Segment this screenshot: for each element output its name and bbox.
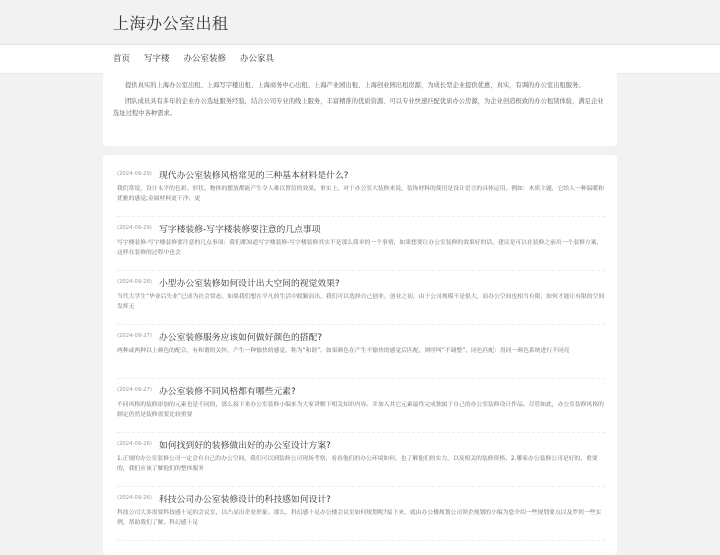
article-date: (2024-09-26)	[117, 495, 152, 501]
article-excerpt: 当代大学生“毕业后失业”已成为社会常态，如果我们想在平凡的生活中脱颖而出，我们可以选择自己创业。创业之初，由于公司规模不是很大，而办公空间也相当有限，如何才能让有限的空间发挥无	[117, 294, 605, 310]
nav-item-home[interactable]: 首页	[113, 54, 131, 64]
main-nav	[0, 45, 720, 74]
site-title[interactable]: 上海办公室出租	[113, 14, 229, 33]
nav-item-office-decoration[interactable]: 办公室装修	[183, 54, 227, 64]
article-date: (2024-09-29)	[117, 171, 152, 177]
article-item	[117, 271, 605, 325]
article-title-link[interactable]: 如何找到好的装修做出好的办公室设计方案?	[159, 441, 331, 451]
article-date: (2024-09-27)	[117, 333, 152, 339]
article-title-link[interactable]: 科技公司办公室装修设计的科技感如何设计?	[159, 495, 331, 505]
article-excerpt: 不同风格的装修添加的元素也是不同的，那么接下来办公室装修小编来为大家讲解下相关知识内容。并加入其它元素最终完成独属于自己的办公室装修设计作品。尽管如此，办公室装修风格的制定仍然是装修需要比较重要	[117, 402, 604, 418]
article-item	[117, 325, 605, 379]
article-title-link[interactable]: 办公室装修服务应该如何做好颜色的搭配?	[159, 333, 323, 343]
article-excerpt: 1.正规的办公室装修公司一定会有自己的办公空间，我们可以到装修公司现场考察，看看他们的办公环境如何，也了解他们的实力，以及相关的装修资格。2.哪家办公装修公司是好的、重要的，我们应该了解他们的整体服务	[117, 456, 598, 472]
article-item	[117, 163, 605, 217]
nav-item-office-furniture[interactable]: 办公家具	[240, 54, 275, 64]
article-date: (2024-09-28)	[117, 279, 152, 285]
article-title-link[interactable]: 现代办公室装修风格常见的三种基本材料是什么?	[159, 171, 349, 181]
article-item	[117, 217, 605, 271]
article-excerpt: 科技公司大多需要科技感十足的会议室，以凸显出企业形象。那么，科幻感十足办公楼会议室如何规划呢?接下来，就由办公楼规划公司领企规划的小编为您介绍一些规划要点以及罗列一些实例，帮助我们了解。科幻感十足	[117, 510, 602, 526]
article-item	[117, 433, 605, 487]
article-excerpt: 两种或两种以上颜色的配合，有和谐的关怀，产生一种愉快的感觉，称为“和谐”。如果颜色在产生不愉快的感觉后匹配，则呼叫“不调整”。同色匹配：用同一颜色系统进行不同亮	[117, 348, 570, 354]
article-item	[117, 487, 605, 541]
article-title-link[interactable]: 写字楼装修-写字楼装修要注意的几点事项	[159, 225, 321, 235]
article-date: (2024-09-29)	[117, 225, 152, 231]
intro-paragraph-1: 提供真实的上海办公室出租、上海写字楼出租、上海商务中心出租、上海产业园出租、上海创业园出租房源，为成长型企业提供优惠，真实，有调的办公室出租服务。	[125, 82, 585, 89]
article-item	[117, 379, 605, 433]
article-excerpt: 我们常说，设计永平的色彩、形状、物体的摆放都能产生令人难以置信的效果。事实上，对于办公室大装修来说，装饰材料的使用是设计语言的具体运用。例如：木质主题，它给人一种温暖和优雅的感觉;金属材料更干净、更	[117, 186, 604, 202]
article-excerpt: 写字楼装修-写字楼装修要注意的几点事项：我们都知道写字楼装修-写字楼装修其实不是那么简单的一个事情，如果想要让办公室装修的效果好的话，建议是可以在装修之前出一个装修方案，这样在装修的过程中也会	[117, 240, 603, 256]
article-title-link[interactable]: 小型办公室装修如何设计出大空间的视觉效果?	[159, 279, 340, 289]
article-date: (2024-09-26)	[117, 441, 152, 447]
site-header	[0, 0, 720, 45]
article-title-link[interactable]: 办公室装修不同风格都有哪些元素?	[159, 387, 296, 397]
article-list	[103, 155, 617, 555]
intro-panel	[103, 72, 617, 146]
intro-paragraph-2: 团队成员具有多年的企业办公选址服务经验，结合公司专业的线上服务，丰富精准的优质资源，可以专业快速匹配优质办公房源，为企业创造极致的办公租赁体验，满足企业选址过程中各种需求。	[113, 97, 604, 117]
article-date: (2024-09-27)	[117, 387, 152, 393]
nav-item-office-buildings[interactable]: 写字楼	[144, 54, 170, 64]
